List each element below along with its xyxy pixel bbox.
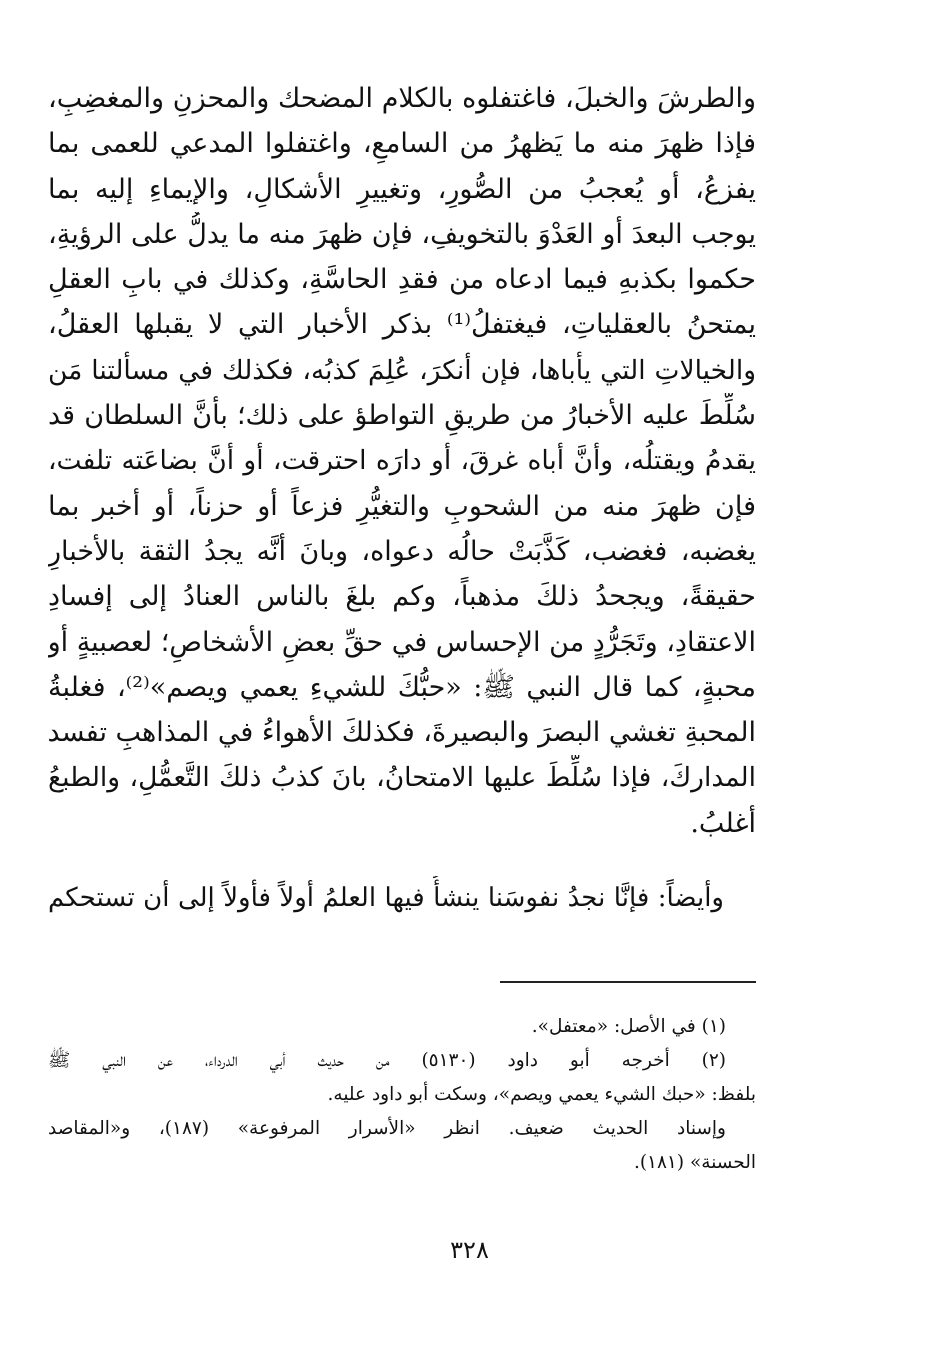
- footnote-2-source-continued: الحسنة» (١٨١).: [633, 1152, 756, 1173]
- page-number: ٣٢٨: [450, 1236, 489, 1264]
- footnote-2-continued: بلفظ: «حبك الشيء يعمي ويصم»، وسكت أبو داود عليه.: [327, 1084, 756, 1105]
- text-line: فإن ظهرَ منه من الشحوبِ والتغيُّرِ فزعاً أو حزناً، أو أخبر بما: [48, 490, 756, 522]
- footnote-2: (٢) أخرجه أبو داود (٥١٣٠) من حديث أبي الدرداء، عن النبي ﷺ: [48, 1050, 726, 1071]
- footnote-2-source: وإسناد الحديث ضعيف. انظر «الأسرار المرفوعة» (١٨٧)، و«المقاصد: [48, 1118, 726, 1139]
- text-line: يفزعُ، أو يُعجبُ من الصُّورِ، وتغييرِ الأشكالِ، والإيماءِ إليه بما: [48, 173, 756, 205]
- text-line: والخيالاتِ التي يأباها، فإن أنكرَ، عُلِمَ كذبُه، فكذلك في مسألتنا مَن: [48, 354, 756, 386]
- text-line-last: أغلبُ.: [690, 807, 756, 839]
- text-line: المداركَ، فإذا سُلِّطَ عليها الامتحانُ، بانَ كذبُ ذلكَ التَّعمُّلِ، والطبعُ: [48, 762, 756, 794]
- text-line: حقيقةً، ويجحدُ ذلكَ مذهباً، وكم بلغَ بالناس العنادُ إلى إفسادِ: [48, 581, 756, 613]
- text-line: سُلِّطَ عليه الأخبارُ من طريقِ التواطؤ على ذلك؛ بأنَّ السلطان قد: [48, 400, 756, 432]
- text-line: يقدمُ ويقتلُه، وأنَّ أباه غرقَ، أو دارَه احترقت، أو أنَّ بضاعَته تلفت،: [48, 445, 756, 477]
- footnotes: [48, 1010, 756, 1180]
- footnote-separator: [500, 981, 756, 983]
- text-line: فإذا ظهرَ منه ما يَظهرُ من السامعِ، واغتفلوا المدعي للعمى بما: [48, 128, 756, 160]
- text-line: محبةٍ، كما قال النبي ﷺ: «حبُّكَ للشيءِ يعمي ويصم»⁽²⁾، فغلبةُ: [48, 671, 756, 703]
- text-line: حكموا بكذبهِ فيما ادعاه من فقدِ الحاسَّةِ، وكذلك في بابِ العقلِ: [48, 264, 756, 296]
- text-line: يغضبه، فغضب، كَذَّبَتْ حالُه دعواه، وبانَ أنَّه يجدُ الثقة بالأخبارِ: [48, 535, 756, 567]
- text-line: يوجب البعدَ أو العَدْوَ بالتخويفِ، فإن ظهرَ منه ما يدلُّ على الرؤيةِ،: [48, 218, 756, 250]
- text-line: الاعتقادِ، وتَجَرُّدٍ من الإحساس في حقِّ بعضِ الأشخاصِ؛ لعصبيةٍ أو: [48, 626, 756, 658]
- text-line: والطرشَ والخبلَ، فاغتفلوه بالكلام المضحك والمحزنِ والمغضِبِ،: [48, 83, 756, 114]
- text-line: المحبةِ تغشي البصرَ والبصيرةَ، فكذلكَ الأهواءُ في المذاهبِ تفسد: [48, 717, 756, 749]
- second-paragraph: وأيضاً: فإنَّا نجدُ نفوسَنا ينشأُ فيها العلمُ أولاً فأولاً إلى أن تستحكم: [48, 883, 724, 913]
- footnote-1: (١) في الأصل: «معتفل».: [531, 1016, 726, 1037]
- text-line: يمتحنُ بالعقلياتِ، فيغتفلُ⁽¹⁾ بذكر الأخبار التي لا يقبلها العقلُ،: [48, 309, 756, 341]
- main-paragraph: [48, 76, 756, 846]
